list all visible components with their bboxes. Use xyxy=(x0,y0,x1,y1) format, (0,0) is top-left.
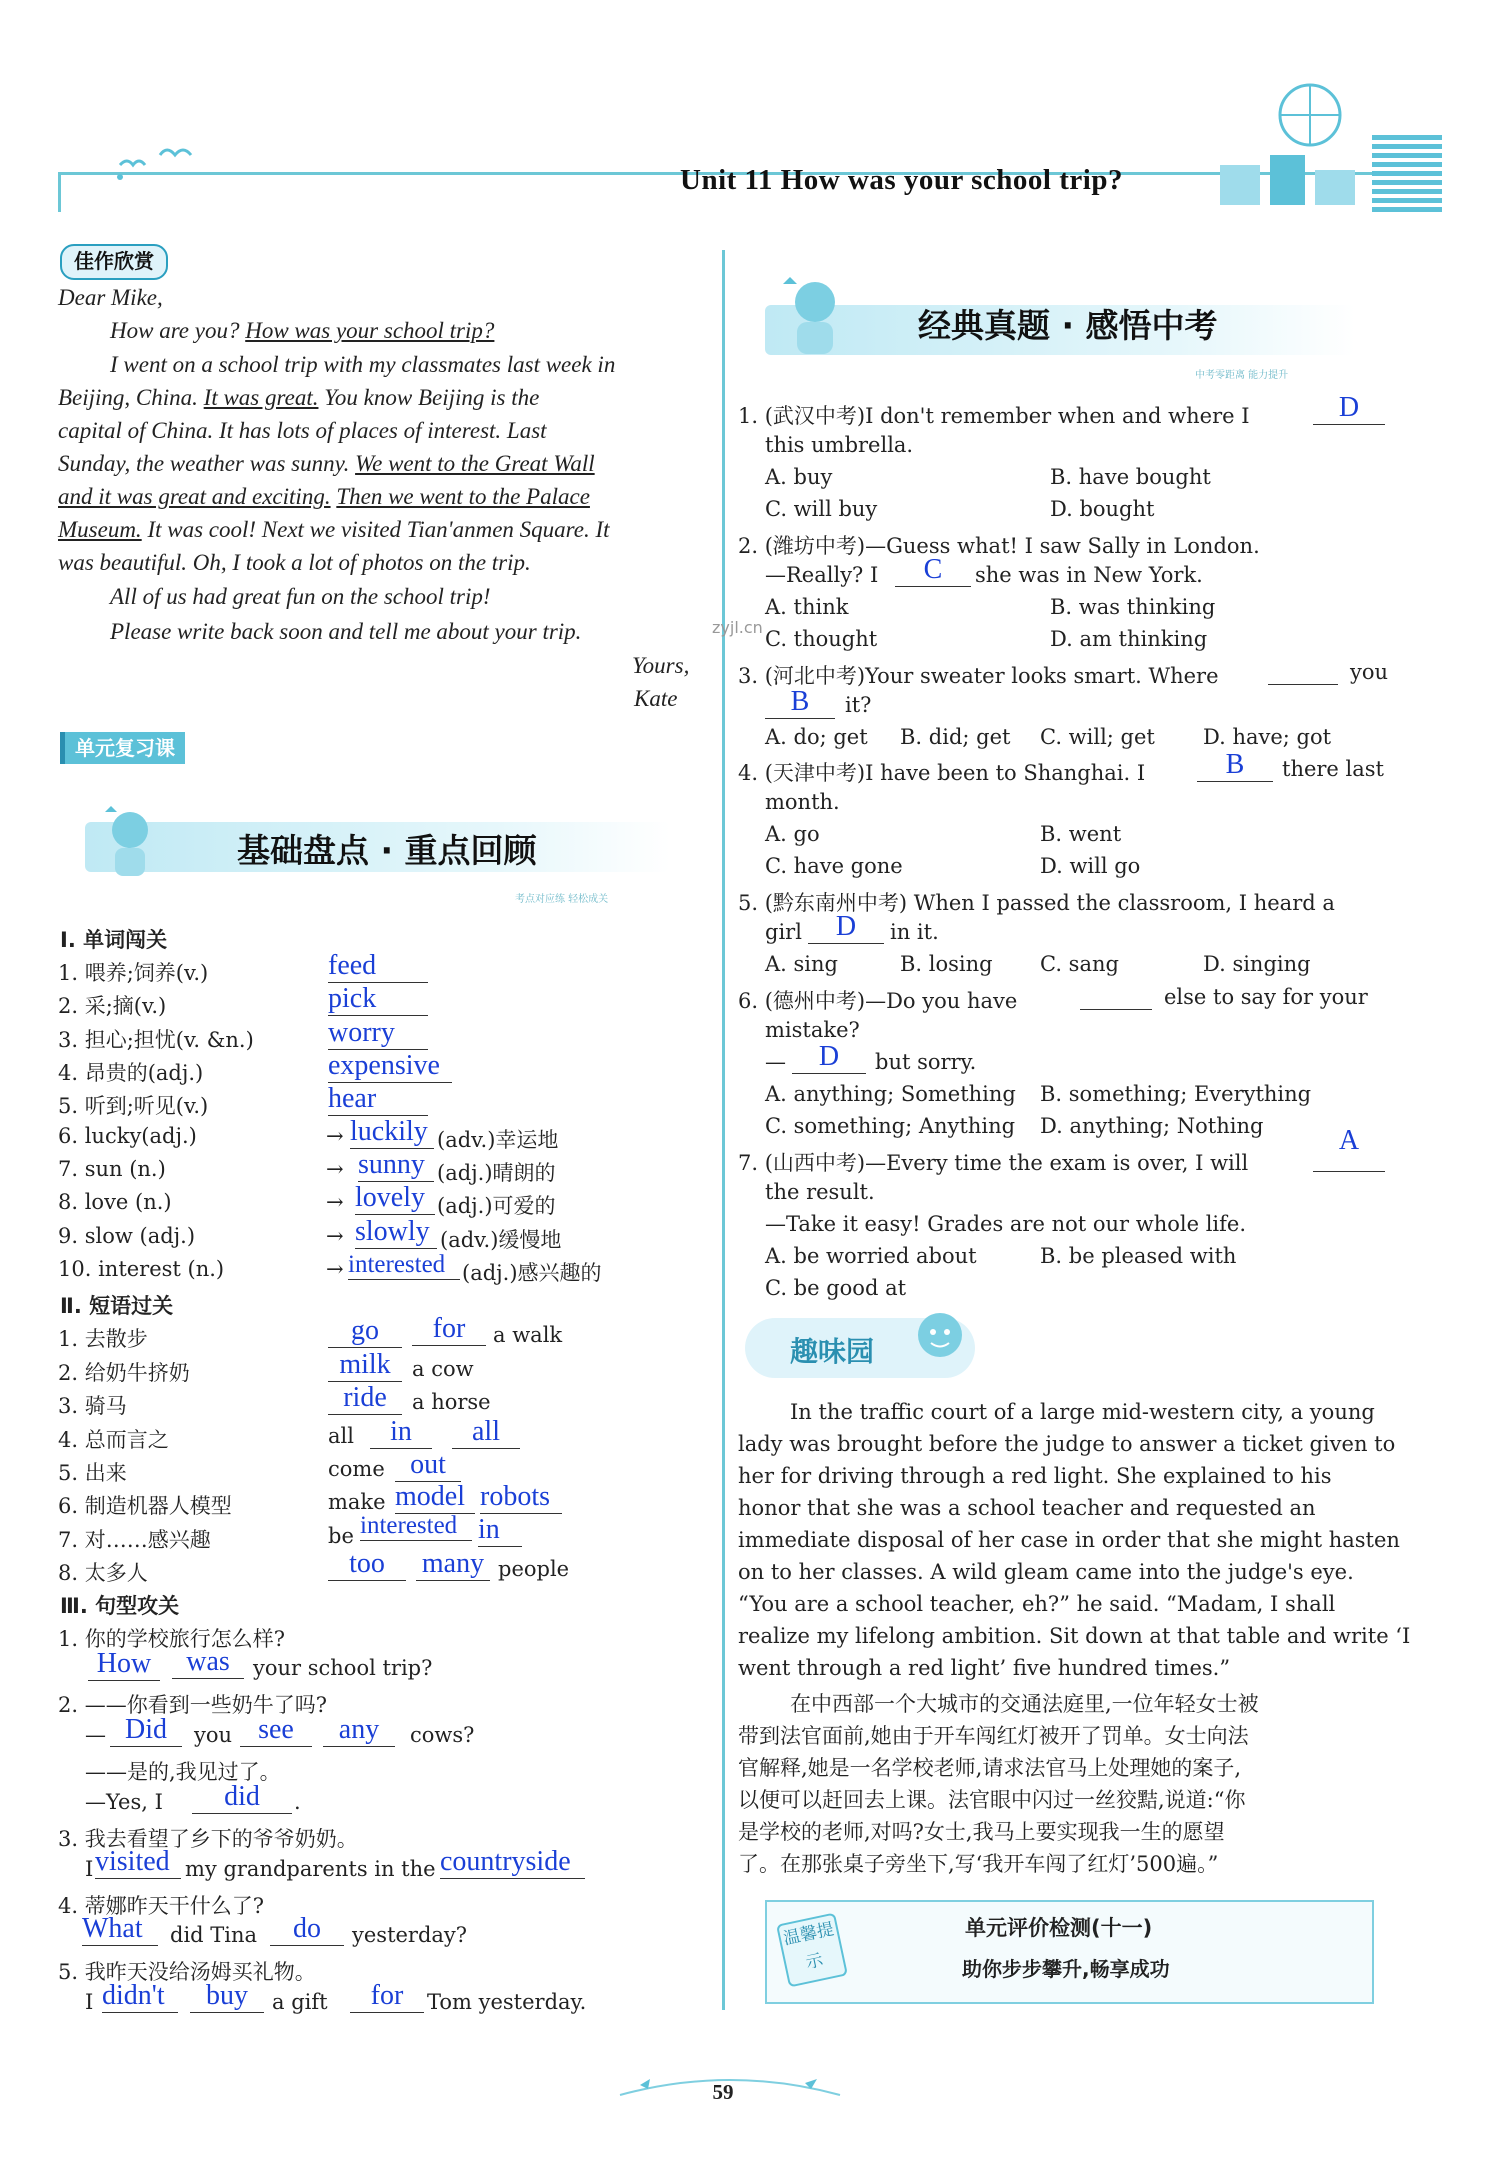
phrase-prefix: be xyxy=(328,1524,354,1548)
mcq-option: C. have gone xyxy=(765,854,903,878)
phrase-question: 4. 总而言之 xyxy=(58,1428,169,1452)
essay-line: capital of China. It has lots of places of interest. Last xyxy=(58,418,547,443)
phrase-answer: robots xyxy=(480,1481,562,1514)
vocab-question: 3. 担心;担忧(v. &n.) xyxy=(58,1028,254,1052)
sentence-question: 1. 你的学校旅行怎么样? xyxy=(58,1627,285,1651)
mcq-answer: B xyxy=(765,686,835,719)
essay-signature: Kate xyxy=(634,686,678,711)
sentence-word: I xyxy=(85,1857,94,1881)
sentence-rest: your school trip? xyxy=(253,1656,433,1680)
phrase-question: 2. 给奶牛挤奶 xyxy=(58,1361,190,1385)
mcq-stem: she was in New York. xyxy=(975,563,1203,587)
mcq-option: C. will buy xyxy=(765,497,878,521)
phrase-answer: in xyxy=(478,1514,522,1547)
phrase-prefix: make xyxy=(328,1490,386,1514)
mcq-stem: the result. xyxy=(765,1180,875,1204)
vocab-tail: (adv.)幸运地 xyxy=(437,1128,559,1152)
sentence-answer: countryside xyxy=(440,1846,585,1879)
fun-en-line: honor that she was a school teacher and requested an xyxy=(738,1496,1316,1520)
mcq-answer: B xyxy=(1197,749,1273,782)
phrase-prefix: all xyxy=(328,1424,354,1448)
fun-en-line: In the traffic court of a large mid-western city, a young xyxy=(790,1400,1375,1424)
sentence-answer: visited xyxy=(95,1846,181,1879)
fun-zh-line: 带到法官面前,她由于开车闯红灯被开了罚单。女士向法 xyxy=(738,1724,1249,1748)
mcq-option: A. buy xyxy=(765,465,833,489)
mcq-option: D. will go xyxy=(1040,854,1141,878)
mcq-option: B. was thinking xyxy=(1050,595,1216,619)
phrase-prefix: come xyxy=(328,1457,385,1481)
mcq-stem: in it. xyxy=(890,920,939,944)
phrase-question: 6. 制造机器人模型 xyxy=(58,1494,232,1518)
essay-line: Beijing, China. It was great. You know Beijing is the xyxy=(58,385,540,410)
header-left-border xyxy=(58,172,61,212)
mcq-stem: you xyxy=(1350,660,1389,684)
vocab-question: 4. 昂贵的(adj.) xyxy=(58,1061,204,1085)
mcq-option: B. went xyxy=(1040,822,1122,846)
vocab-answer: expensive xyxy=(328,1050,452,1083)
phrase-answer: out xyxy=(395,1449,461,1482)
vocab-answer: hear xyxy=(328,1083,428,1116)
mcq-option: A. be worried about xyxy=(765,1244,977,1268)
mcq-answer: D xyxy=(1313,392,1385,425)
phrase-question: 3. 骑马 xyxy=(58,1394,127,1418)
sentence-answer: didn't xyxy=(102,1980,178,2013)
essay-line: Museum. It was cool! Next we visited Tian'anmen Square. It xyxy=(58,517,610,542)
sentence-answer: What xyxy=(82,1913,158,1946)
mcq-stem: 4. (天津中考)I have been to Shanghai. I xyxy=(738,761,1146,785)
mcq-stem: 7. (山西中考)—Every time the exam is over, I will xyxy=(738,1151,1249,1175)
vocab-answer: sunny xyxy=(358,1149,434,1182)
page-title: Unit 11 How was your school trip? xyxy=(680,164,1123,196)
phrase-question: 8. 太多人 xyxy=(58,1561,148,1585)
period: . xyxy=(294,1790,301,1814)
mcq-answer: A xyxy=(1313,1125,1385,1172)
vocab-answer: lovely xyxy=(355,1182,435,1215)
vocab-question: 1. 喂养;饲养(v.) xyxy=(58,961,209,985)
header-stripes xyxy=(1372,135,1442,213)
sentence-rest: yesterday? xyxy=(352,1923,468,1947)
left-banner-note: 考点对应练 轻松成关 xyxy=(515,894,609,905)
birds-icon xyxy=(115,135,205,180)
mcq-stem: else to say for your xyxy=(1164,985,1368,1009)
mcq-answer: D xyxy=(808,911,884,944)
mcq-option: A. anything; Something xyxy=(765,1082,1016,1106)
essay-tag: 佳作欣赏 xyxy=(60,244,168,280)
phrase-rest: people xyxy=(498,1557,570,1581)
fun-en-line: on to her classes. A wild gleam came into the judge's eye. xyxy=(738,1560,1354,1584)
mcq-stem: 6. (德州中考)—Do you have xyxy=(738,989,1018,1013)
essay-line: was beautiful. Oh, I took a lot of photos on the trip. xyxy=(58,550,531,575)
vocab-question: 9. slow (adj.) xyxy=(58,1224,196,1248)
mcq-option: C. will; get xyxy=(1040,725,1155,749)
essay-greeting: Dear Mike, xyxy=(58,285,163,310)
arrow-icon: → xyxy=(326,1190,344,1214)
section-heading: Ⅰ. 单词闯关 xyxy=(60,928,168,952)
mcq-stem: there last xyxy=(1282,757,1384,781)
sentence-rest: Tom yesterday. xyxy=(427,1990,587,2014)
mcq-option: B. something; Everything xyxy=(1040,1082,1312,1106)
fun-en-line: her for driving through a red light. She explained to his xyxy=(738,1464,1332,1488)
mcq-blank xyxy=(1268,660,1338,685)
vocab-answer: slowly xyxy=(355,1216,437,1249)
sentence-answer: was xyxy=(172,1646,244,1679)
vocab-question: 10. interest (n.) xyxy=(58,1257,225,1281)
mcq-option: C. sang xyxy=(1040,952,1119,976)
fun-zh-line: 是学校的老师,对吗?女士,我马上要实现我一生的愿望 xyxy=(738,1820,1225,1844)
section-heading: Ⅱ. 短语过关 xyxy=(60,1294,174,1318)
sentence-question: 3. 我去看望了乡下的爷爷奶奶。 xyxy=(58,1827,358,1851)
vocab-question: 5. 听到;听见(v.) xyxy=(58,1094,209,1118)
vocab-tail: (adv.)缓慢地 xyxy=(440,1228,562,1252)
mcq-option: C. something; Anything xyxy=(765,1114,1016,1138)
mcq-option: D. have; got xyxy=(1203,725,1332,749)
arrow-icon: → xyxy=(326,1124,344,1148)
sentence-answer: for xyxy=(350,1980,424,2013)
page-number: 59 xyxy=(712,2080,734,2104)
right-banner-note: 中考零距离 能力提升 xyxy=(1195,370,1289,381)
sentence-question: 5. 我昨天没给汤姆买礼物。 xyxy=(58,1960,316,1984)
fun-zh-line: 在中西部一个大城市的交通法庭里,一位年轻女士被 xyxy=(790,1692,1259,1716)
sentence-answer: did xyxy=(192,1781,292,1814)
mcq-stem: mistake? xyxy=(765,1018,860,1042)
vocab-question: 8. love (n.) xyxy=(58,1190,172,1214)
sentence-answer: buy xyxy=(190,1980,264,2013)
mcq-option: C. be good at xyxy=(765,1276,907,1300)
sentence-answer: see xyxy=(240,1714,312,1747)
left-banner-title: 基础盘点 · 重点回顾 xyxy=(237,831,537,870)
mcq-option: B. have bought xyxy=(1050,465,1211,489)
phrase-question: 7. 对……感兴趣 xyxy=(58,1528,211,1552)
mcq-option: C. thought xyxy=(765,627,878,651)
sentence-question: 2. ——你看到一些奶牛了吗? xyxy=(58,1693,327,1717)
fun-en-line: realize my lifelong ambition. Sit down at that table and write ‘I xyxy=(738,1624,1411,1648)
vocab-answer: pick xyxy=(328,983,428,1016)
sentence-answer: any xyxy=(323,1714,395,1747)
fun-en-line: went through a red light’ five hundred times.” xyxy=(738,1656,1231,1680)
mcq-option: A. sing xyxy=(765,952,838,976)
fun-zh-line: 以便可以赶回去上课。法官眼中闪过一丝狡黠,说道:“你 xyxy=(738,1788,1246,1812)
mcq-option: D. anything; Nothing xyxy=(1040,1114,1264,1138)
vocab-tail: (adj.)感兴趣的 xyxy=(462,1261,602,1285)
sentence-word: my grandparents in the xyxy=(185,1857,436,1881)
girl-icon xyxy=(95,800,165,880)
phrase-answer: model xyxy=(395,1481,475,1514)
essay-line: Please write back soon and tell me about your trip. xyxy=(110,619,582,644)
phrase-answer: all xyxy=(452,1416,520,1449)
mcq-option: A. think xyxy=(765,595,849,619)
arrow-icon: → xyxy=(326,1257,344,1281)
phrase-rest: a horse xyxy=(412,1390,491,1414)
mcq-stem: it? xyxy=(845,693,872,717)
sentence-word: you xyxy=(194,1723,233,1747)
mcq-option: B. losing xyxy=(900,952,993,976)
sentence-rest: cows? xyxy=(410,1723,475,1747)
mcq-blank xyxy=(1080,985,1152,1010)
arrow-icon: → xyxy=(326,1157,344,1181)
essay-line: Sunday, the weather was sunny. We went to the Great Wall xyxy=(58,451,595,476)
essay-line: All of us had great fun on the school trip! xyxy=(110,584,491,609)
fun-zh-line: 了。在那张桌子旁坐下,写‘我开车闯了红灯’500遍。” xyxy=(738,1852,1219,1876)
mcq-stem: but sorry. xyxy=(875,1050,977,1074)
vocab-tail: (adj.)可爱的 xyxy=(437,1194,556,1218)
mcq-answer: D xyxy=(792,1041,866,1074)
phrase-rest: a cow xyxy=(412,1357,474,1381)
phrase-answer: interested xyxy=(360,1512,472,1541)
phrase-answer: many xyxy=(416,1548,490,1581)
fun-en-line: “You are a school teacher, eh?” he said. “Madam, I shall xyxy=(738,1592,1336,1616)
phrase-answer: ride xyxy=(328,1382,402,1415)
column-divider xyxy=(722,250,725,2010)
essay-closing: Yours, xyxy=(632,653,690,678)
sentence-word: a gift xyxy=(272,1990,328,2014)
section-heading: Ⅲ. 句型攻关 xyxy=(60,1594,180,1618)
sentence-answer: Did xyxy=(110,1714,182,1747)
essay-line: How are you? How was your school trip? xyxy=(110,318,495,343)
review-title: 单元评价检测(十一) xyxy=(965,1916,1153,1940)
right-banner-title: 经典真题 · 感悟中考 xyxy=(918,306,1218,345)
mcq-option: B. be pleased with xyxy=(1040,1244,1237,1268)
boy-icon xyxy=(775,270,855,360)
vocab-question: 2. 采;摘(v.) xyxy=(58,994,167,1018)
fun-en-line: immediate disposal of her case in order that she might hasten xyxy=(738,1528,1400,1552)
mcq-stem: 1. (武汉中考)I don't remember when and where I xyxy=(738,404,1250,428)
review-subtitle: 助你步步攀升,畅享成功 xyxy=(962,1957,1170,1981)
mcq-stem: girl xyxy=(765,920,802,944)
mcq-stem: 2. (潍坊中考)—Guess what! I saw Sally in London. xyxy=(738,534,1260,558)
phrase-answer: milk xyxy=(328,1349,402,1382)
mcq-answer: C xyxy=(895,554,971,587)
vocab-answer: feed xyxy=(328,950,428,983)
mcq-stem: month. xyxy=(765,790,840,814)
mascot-icon xyxy=(905,1305,975,1380)
phrase-answer: go xyxy=(328,1315,402,1348)
dash: — xyxy=(85,1723,106,1747)
mcq-stem: 5. (黔东南州中考) When I passed the classroom, I heard a xyxy=(738,891,1335,915)
mcq-option: A. go xyxy=(765,822,820,846)
vocab-answer: interested xyxy=(348,1251,460,1280)
vocab-question: 7. sun (n.) xyxy=(58,1157,166,1181)
sentence-question: ——是的,我见过了。 xyxy=(85,1760,281,1784)
mcq-option: D. bought xyxy=(1050,497,1155,521)
mcq-option: D. singing xyxy=(1203,952,1311,976)
mcq-option: D. am thinking xyxy=(1050,627,1208,651)
arrow-icon: → xyxy=(326,1224,344,1248)
unit-review-tag: 单元复习课 xyxy=(60,732,185,764)
dash: — xyxy=(765,1050,786,1074)
mcq-option: B. did; get xyxy=(900,725,1011,749)
essay-line: I went on a school trip with my classmates last week in xyxy=(110,352,616,377)
sentence-answer: How xyxy=(88,1648,160,1681)
sentence-word: —Yes, I xyxy=(85,1790,163,1814)
sentence-word: did Tina xyxy=(170,1923,258,1947)
sentence-question: 4. 蒂娜昨天干什么了? xyxy=(58,1894,264,1918)
phrase-answer: for xyxy=(412,1313,486,1346)
review-stamp: 温馨提示 xyxy=(776,1912,848,1987)
essay-line: and it was great and exciting. Then we went to the Palace xyxy=(58,484,590,509)
sentence-word: I xyxy=(85,1990,94,2014)
fun-tag: 趣味园 xyxy=(790,1335,875,1368)
phrase-rest: a walk xyxy=(493,1323,563,1347)
fun-zh-line: 官解释,她是一名学校老师,请求法官马上处理她的案子, xyxy=(738,1756,1242,1780)
phrase-answer: in xyxy=(370,1416,432,1449)
phrase-answer: too xyxy=(328,1548,406,1581)
phrase-question: 1. 去散步 xyxy=(58,1327,148,1351)
globe-icon xyxy=(1200,70,1370,210)
watermark: zyjl.cn xyxy=(712,618,763,637)
phrase-question: 5. 出来 xyxy=(58,1461,127,1485)
mcq-stem: 3. (河北中考)Your sweater looks smart. Where xyxy=(738,664,1219,688)
vocab-answer: worry xyxy=(328,1017,428,1050)
vocab-answer: luckily xyxy=(350,1116,434,1149)
sentence-answer: do xyxy=(270,1913,344,1946)
mcq-option: A. do; get xyxy=(765,725,868,749)
mcq-stem: —Really? I xyxy=(765,563,879,587)
fun-en-line: lady was brought before the judge to answer a ticket given to xyxy=(738,1432,1396,1456)
vocab-tail: (adj.)晴朗的 xyxy=(437,1161,556,1185)
vocab-question: 6. lucky(adj.) xyxy=(58,1124,197,1148)
mcq-stem: —Take it easy! Grades are not our whole life. xyxy=(765,1212,1247,1236)
mcq-stem: this umbrella. xyxy=(765,433,914,457)
